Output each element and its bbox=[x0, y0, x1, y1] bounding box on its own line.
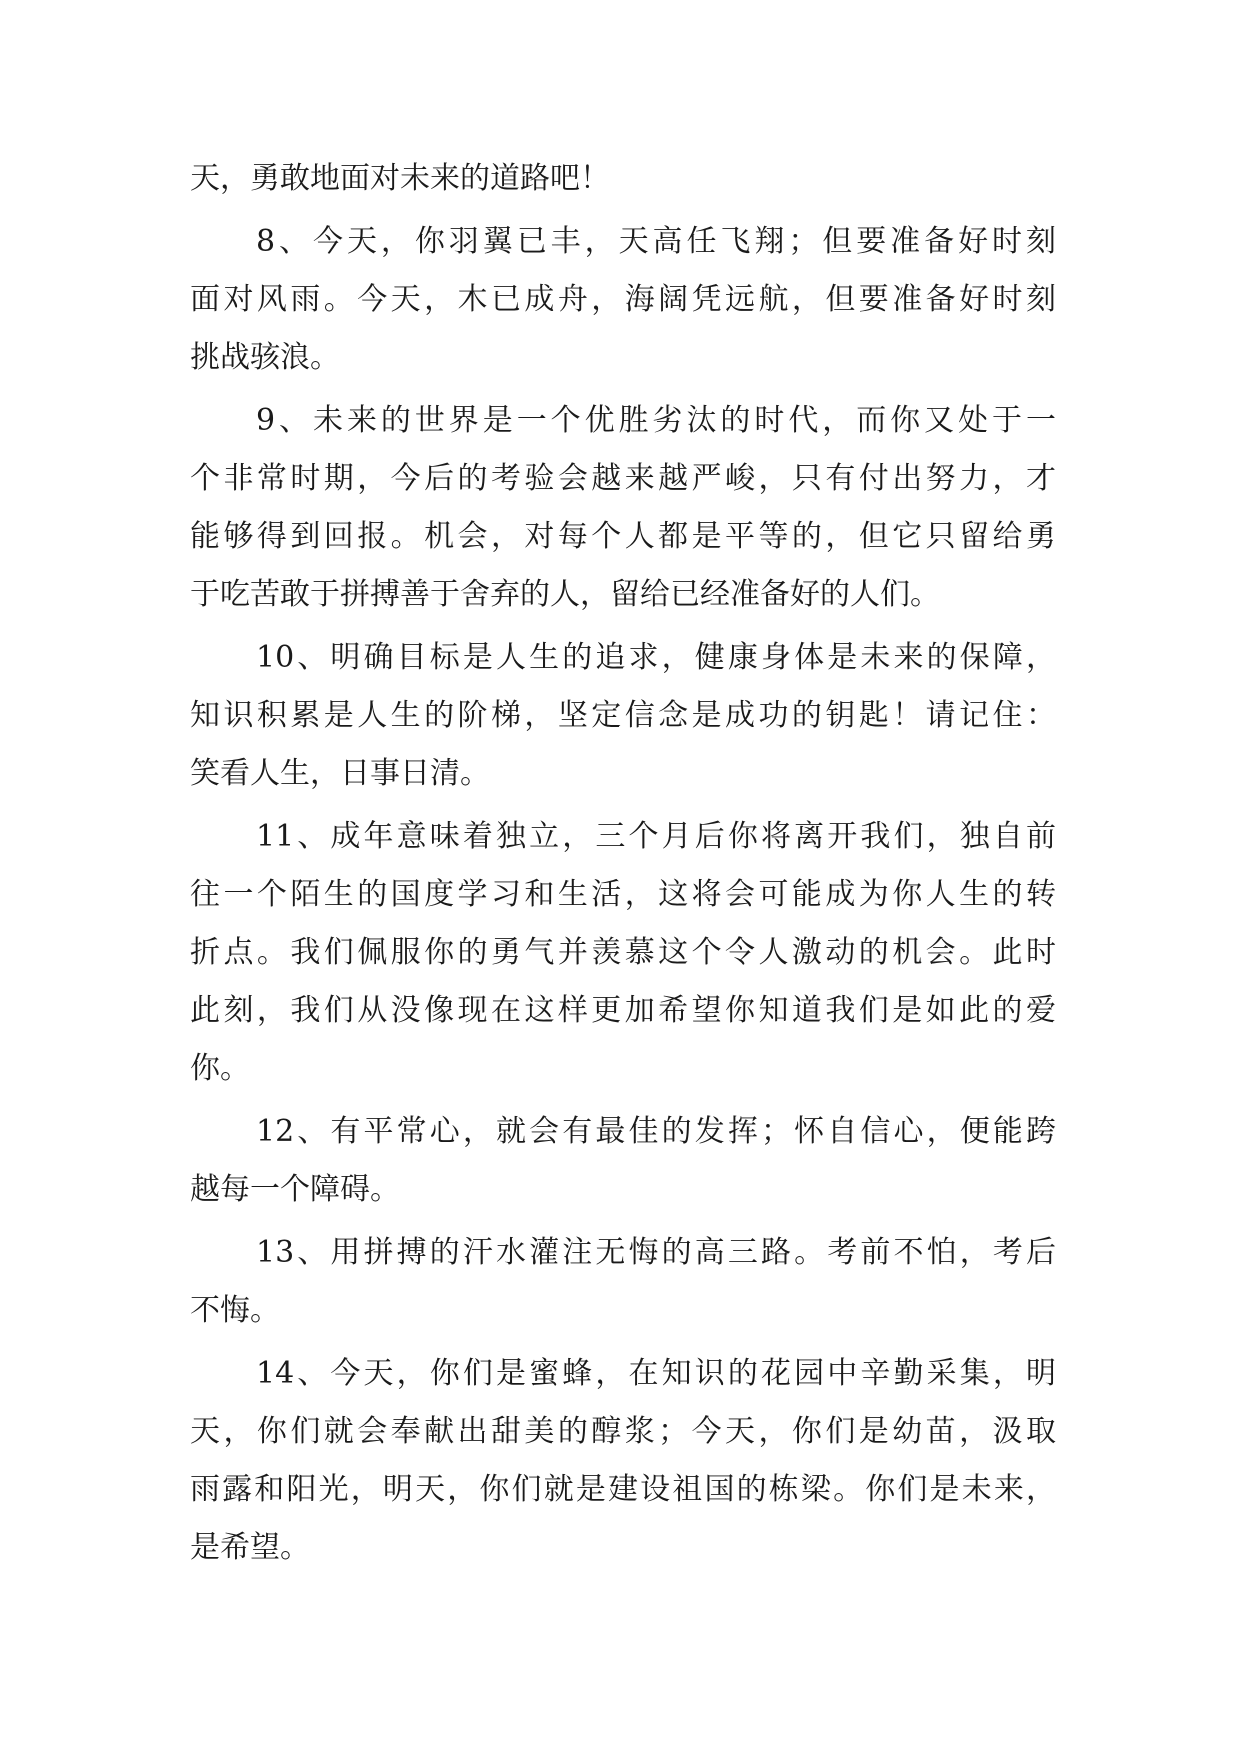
paragraph bbox=[190, 1345, 1056, 1577]
document-body bbox=[190, 150, 1056, 1577]
paragraph-line: 10、明确目标是人生的追求，健康身体是未来的保障， bbox=[256, 640, 1056, 675]
paragraph-line: 不悔。 bbox=[190, 1293, 280, 1328]
paragraph-line: 个非常时期，今后的考验会越来越严峻，只有付出努力，才 bbox=[190, 461, 1056, 496]
paragraph-line: 11、成年意味着独立，三个月后你将离开我们，独自前 bbox=[256, 819, 1056, 854]
paragraph-line: 你。 bbox=[190, 1051, 250, 1086]
paragraph-line: 于吃苦敢于拼搏善于舍弃的人，留给已经准备好的人们。 bbox=[190, 577, 940, 612]
paragraph bbox=[190, 1103, 1056, 1219]
paragraph bbox=[190, 150, 1056, 208]
paragraph-line: 9、未来的世界是一个优胜劣汰的时代，而你又处于一 bbox=[256, 403, 1056, 438]
paragraph-line: 13、用拼搏的汗水灌注无悔的高三路。考前不怕，考后 bbox=[256, 1235, 1056, 1270]
paragraph-line: 天，你们就会奉献出甜美的醇浆；今天，你们是幼苗，汲取 bbox=[190, 1414, 1056, 1449]
paragraph-line: 此刻，我们从没像现在这样更加希望你知道我们是如此的爱 bbox=[190, 993, 1056, 1028]
paragraph-line: 面对风雨。今天，木已成舟，海阔凭远航，但要准备好时刻 bbox=[190, 282, 1056, 317]
paragraph-line: 挑战骇浪。 bbox=[190, 340, 340, 375]
paragraph bbox=[190, 808, 1056, 1098]
paragraph bbox=[190, 629, 1056, 803]
paragraph-line: 能够得到回报。机会，对每个人都是平等的，但它只留给勇 bbox=[190, 519, 1056, 554]
paragraph-line: 12、有平常心，就会有最佳的发挥；怀自信心，便能跨 bbox=[256, 1114, 1056, 1149]
paragraph-line: 知识积累是人生的阶梯，坚定信念是成功的钥匙！请记住： bbox=[190, 698, 1056, 733]
paragraph bbox=[190, 1224, 1056, 1340]
paragraph-line: 8、今天，你羽翼已丰，天高任飞翔；但要准备好时刻 bbox=[256, 224, 1056, 259]
paragraph-line: 往一个陌生的国度学习和生活，这将会可能成为你人生的转 bbox=[190, 877, 1056, 912]
paragraph-line: 折点。我们佩服你的勇气并羡慕这个令人激动的机会。此时 bbox=[190, 935, 1056, 970]
paragraph-line: 是希望。 bbox=[190, 1530, 310, 1565]
paragraph-line: 14、今天，你们是蜜蜂，在知识的花园中辛勤采集，明 bbox=[256, 1356, 1056, 1391]
paragraph-line: 越每一个障碍。 bbox=[190, 1172, 400, 1207]
paragraph bbox=[190, 392, 1056, 624]
paragraph-line: 雨露和阳光，明天，你们就是建设祖国的栋梁。你们是未来， bbox=[190, 1472, 1056, 1507]
paragraph bbox=[190, 213, 1056, 387]
paragraph-line: 天，勇敢地面对未来的道路吧！ bbox=[190, 161, 610, 196]
paragraph-line: 笑看人生，日事日清。 bbox=[190, 756, 490, 791]
